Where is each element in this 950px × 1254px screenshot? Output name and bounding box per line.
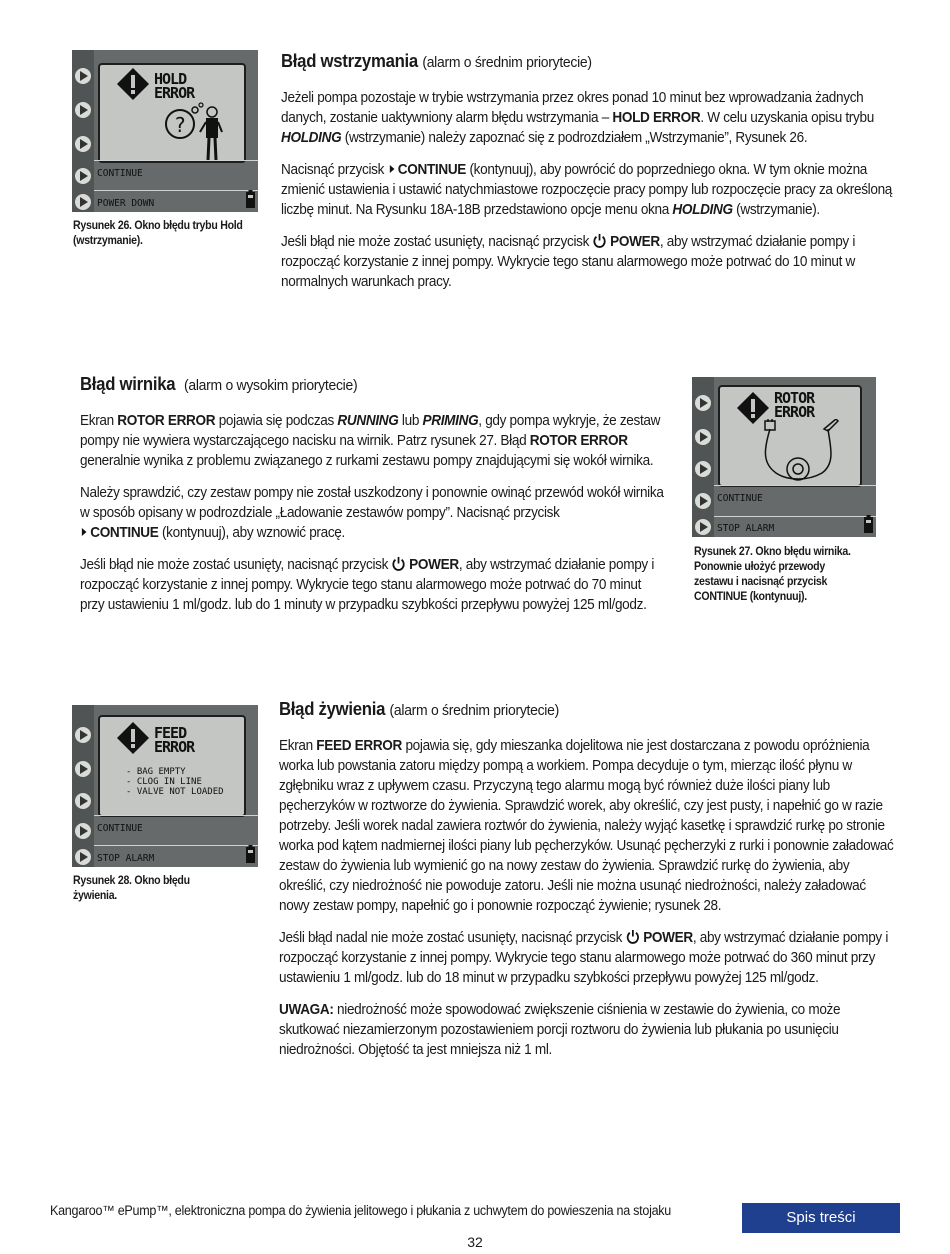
softkey-arrow-icon	[74, 194, 92, 210]
screen-heading: HOLD ERROR	[154, 70, 195, 102]
paragraph: Nacisnąć przycisk CONTINUE (kontynuuj), aby powrócić do poprzedniego okna. W tym oknie można zmienić ustawienia i ustawić natychmiastowe rozpoczęcie pracy pompy lub rozpoczęcie pracy za określoną liczbę minut. Na Rysunku 18A-18B przedstawiono opcje menu okna HOLDING (wstrzymanie).	[281, 162, 893, 218]
note-paragraph: UWAGA: niedrożność może spowodować zwiększenie ciśnienia w zestawie do żywienia, co może skutkować niezamierzonym pozostawieniem porcji roztworu do żywienia lub płukania po usunięciu niedrożności. Objętość ta jest mniejsza niż 1 ml.	[279, 1002, 841, 1058]
softkey-arrow-icon	[74, 727, 92, 743]
section-hold-error	[281, 50, 895, 304]
softkey-arrow-icon	[74, 823, 92, 839]
softkey-continue-label: CONTINUE	[717, 493, 763, 504]
power-icon	[593, 233, 607, 248]
softkey-arrow-icon	[74, 168, 92, 184]
softkey-arrow-icon	[74, 102, 92, 118]
paragraph: Ekran ROTOR ERROR pojawia się podczas RUNNING lub PRIMING, gdy pompa wykryje, że zestaw pompy nie wywiera wystarczającego nacisku na wirnik. Patrz rysunek 27. Błąd ROTOR ERROR generalnie wynika z problemu związanego z rurkami zestawu pompy znajdującymi się wokół wirnika.	[80, 413, 661, 469]
softkey-arrow-icon	[694, 519, 712, 535]
power-icon	[392, 556, 406, 571]
section-title: Błąd wstrzymania (alarm o średnim priorytecie)	[281, 51, 592, 71]
softkey-arrow-icon	[694, 461, 712, 477]
figure-26-caption: Rysunek 26. Okno błędu trybu Hold (wstrzymanie).	[73, 220, 243, 247]
figure-26-hold-error-screen	[72, 50, 258, 212]
play-triangle-icon	[389, 165, 394, 173]
softkey-stop-alarm-label: STOP ALARM	[717, 523, 775, 534]
softkey-continue-label: CONTINUE	[97, 823, 143, 834]
section-title: Błąd wirnika (alarm o wysokim priorytecie)	[80, 374, 358, 394]
softkey-continue-label: CONTINUE	[97, 168, 143, 179]
section-feed-error	[279, 698, 897, 1072]
paragraph: Należy sprawdzić, czy zestaw pompy nie został uszkodzony i ponownie owinąć przewód wokół wirnika w sposób opisany w podrozdziale „Ładowanie zestawów pompy”. Nacisnąć przycisk CONTINUE (kontynuuj), aby wznowić pracę.	[80, 485, 664, 541]
pump-set-tubing-icon	[752, 419, 852, 483]
softkey-arrow-icon	[694, 429, 712, 445]
section-rotor-error	[80, 373, 666, 627]
section-title: Błąd żywienia (alarm o średnim priorytecie)	[279, 699, 559, 719]
feed-error-causes-list: - BAG EMPTY - CLOG IN LINE - VALVE NOT LOADED	[126, 767, 224, 797]
battery-icon	[246, 845, 255, 863]
battery-icon	[246, 190, 255, 208]
warning-diamond-icon	[116, 721, 150, 755]
screen-heading: FEED ERROR	[154, 724, 195, 756]
page-number: 32	[467, 1234, 483, 1250]
softkey-arrow-icon	[694, 493, 712, 509]
svg-text:?: ?	[174, 113, 187, 137]
figure-27-caption: Rysunek 27. Okno błędu wirnika. Ponownie ułożyć przewody zestawu i nacisnąć przycisk CONTINUE (kontynuuj).	[694, 546, 851, 603]
paragraph: Jeśli błąd nie może zostać usunięty, nacisnąć przycisk POWER, aby wstrzymać działanie pompy i rozpocząć korzystanie z innej pompy. Wykrycie tego stanu alarmowego może potrwać do 10 minut w normalnych warunkach pracy.	[281, 234, 856, 290]
softkey-arrow-icon	[74, 761, 92, 777]
paragraph: Jeżeli pompa pozostaje w trybie wstrzymania przez okres ponad 10 minut bez wprowadzania żadnych danych, zostanie uaktywniony alarm błędu wstrzymania – HOLD ERROR. W celu uzyskania opisu trybu HOLDING (wstrzymanie) należy zapoznać się z podrozdziałem „Wstrzymanie”, Rysunek 26.	[281, 90, 874, 146]
screen-heading: ROTOR ERROR	[774, 389, 815, 421]
figure-28-feed-error-screen	[72, 705, 258, 867]
paragraph: Jeśli błąd nie może zostać usunięty, nacisnąć przycisk POWER, aby wstrzymać działanie pompy i rozpocząć korzystanie z innej pompy. Wykrycie tego stanu alarmowego może potrwać do 70 minut przy ustawieniu 1 ml/godz. lub do 1 minuty w przypadku szybkości przepływu powyżej 125 ml/godz.	[80, 557, 655, 613]
softkey-stop-alarm-label: STOP ALARM	[97, 853, 155, 864]
paragraph: Jeśli błąd nadal nie może zostać usunięty, nacisnąć przycisk POWER, aby wstrzymać działanie pompy i rozpocząć korzystanie z innej pompy. Wykrycie tego stanu alarmowego może potrwać do 360 minut przy ustawieniu 1 ml/godz. lub do 18 minut w przypadku szybkości przepływu powyżej 125 ml/godz.	[279, 930, 889, 986]
softkey-arrow-icon	[694, 395, 712, 411]
confused-person-icon	[162, 102, 232, 164]
table-of-contents-button[interactable]: Spis treści	[742, 1203, 900, 1233]
softkey-arrow-icon	[74, 136, 92, 152]
figure-27-rotor-error-screen	[692, 377, 876, 537]
play-triangle-icon	[82, 528, 87, 536]
paragraph: Ekran FEED ERROR pojawia się, gdy mieszanka dojelitowa nie jest dostarczana z powodu opróżnienia worka lub powstania zatoru między pompą a workiem. Pompa decyduje o tym, mierząc ilość płynu w zgłębniku wraz z upływem czasu. Przyczyną tego alarmu mogą być również duże ilości piany lub pęcherzyków w roztworze do żywienia. Sprawdzić worek, aby określić, czy jest pusty, i napełnić go w razie potrzeby. Jeśli worek nadal zawiera roztwór do żywienia, należy wyjąć kasetkę i sprawdzić rurkę po stronie worka pod kątem nadmiernej ilości piany lub pęcherzyków. Usunąć pęcherzyki z rurki i ponownie załadować zestaw do żywienia lub wymienić go na nowy zestaw do żywienia. Sprawdzić rurkę do żywienia, aby określić, czy niedrożność nie powoduje zatoru. Jeśli nie można usunąć niedrożności, należy załadować nowy zestaw pompy, napełnić go i ponownie rozpocząć żywienie; rysunek 28.	[279, 738, 894, 914]
softkey-power-down-label: POWER DOWN	[97, 198, 155, 209]
battery-icon	[864, 515, 873, 533]
footer-product-name: Kangaroo™ ePump™, elektroniczna pompa do żywienia jelitowego i płukania z uchwytem do powieszenia na stojaku	[50, 1203, 672, 1218]
softkey-arrow-icon	[74, 68, 92, 84]
power-icon	[626, 929, 640, 944]
softkey-arrow-icon	[74, 849, 92, 865]
figure-28-caption: Rysunek 28. Okno błędu żywienia.	[73, 875, 190, 902]
softkey-arrow-icon	[74, 793, 92, 809]
warning-diamond-icon	[116, 67, 150, 101]
